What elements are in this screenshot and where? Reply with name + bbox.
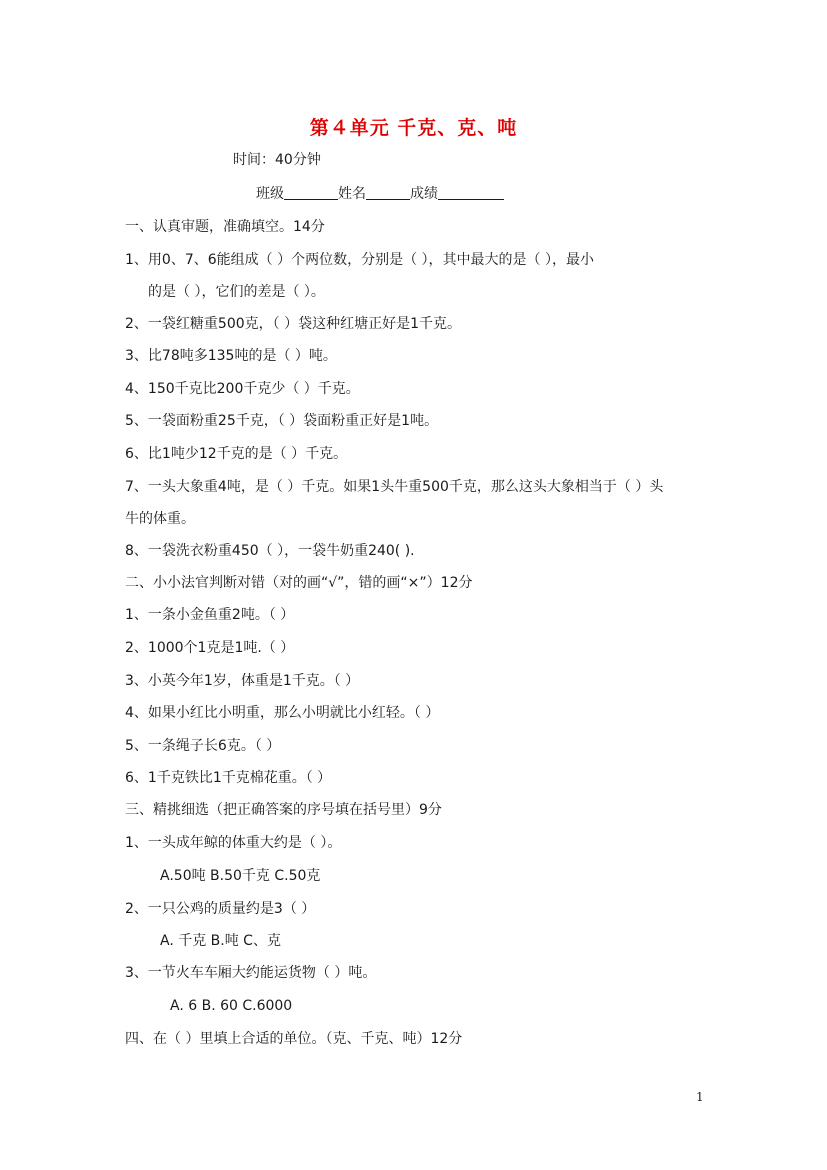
question-1-4: 4、150千克比200千克少（ ）千克。 [125, 381, 360, 397]
question-1-3: 3、比78吨多135吨的是（ ）吨。 [125, 348, 337, 364]
question-1-1: 1、用0、7、6能组成（ ）个两位数，分别是（ ），其中最大的是（ ），最小 [125, 252, 594, 268]
question-3-3: 3、一节火车车厢大约能运货物（ ）吨。 [125, 965, 377, 981]
question-1-6: 6、比1吨少12千克的是（ ）千克。 [125, 446, 348, 462]
section-1-heading: 一、认真审题，准确填空。14分 [125, 219, 325, 235]
question-3-1: 1、一头成年鲸的体重大约是（ ）。 [125, 835, 342, 851]
name-label: 姓名 [338, 186, 366, 202]
name-blank[interactable] [366, 185, 410, 200]
section-4-heading: 四、在（ ）里填上合适的单位。（克、千克、吨）12分 [125, 1031, 463, 1047]
page-number: 1 [696, 1090, 704, 1104]
class-blank[interactable] [284, 185, 338, 200]
question-2-6: 6、1千克铁比1千克棉花重。（ ） [125, 770, 332, 786]
score-blank[interactable] [438, 185, 504, 200]
question-1-2: 2、一袋红糖重500克，（ ）袋这种红塘正好是1千克。 [125, 316, 461, 332]
question-1-7: 7、一头大象重4吨，是（ ）千克。如果1头牛重500千克，那么这头大象相当于（ ）头 [125, 479, 664, 495]
question-2-5: 5、一条绳子长6克。（ ） [125, 738, 281, 754]
question-2-4: 4、如果小红比小明重，那么小明就比小红轻。（ ） [125, 705, 440, 721]
question-1-8: 8、一袋洗衣粉重450（ ），一袋牛奶重240( ). [125, 543, 415, 559]
question-3-2: 2、一只公鸡的质量约是3（ ） [125, 901, 316, 917]
question-2-1: 1、一条小金鱼重2吨。（ ） [125, 607, 295, 623]
question-1-5: 5、一袋面粉重25千克，（ ）袋面粉重正好是1吨。 [125, 413, 439, 429]
score-label: 成绩 [410, 186, 438, 202]
question-3-3-options: A. 6 B. 60 C.6000 [170, 998, 293, 1014]
time-limit: 时间：40分钟 [233, 152, 321, 168]
section-3-heading: 三、精挑细选（把正确答案的序号填在括号里）9分 [125, 802, 442, 818]
question-2-2: 2、1000个1克是1吨.（ ） [125, 640, 295, 656]
section-2-heading: 二、小小法官判断对错（对的画“√”，错的画“×”）12分 [125, 575, 473, 591]
worksheet-title: 第４单元 千克、克、吨 [309, 117, 518, 139]
class-label: 班级 [256, 186, 284, 202]
question-2-3: 3、小英今年1岁，体重是1千克。（ ） [125, 673, 360, 689]
question-3-2-options: A. 千克 B.吨 C、克 [160, 933, 281, 949]
question-3-1-options: A.50吨 B.50千克 C.50克 [160, 868, 321, 884]
question-1-1-cont: 的是（ ），它们的差是（ ）。 [148, 284, 325, 300]
student-info [256, 184, 504, 204]
question-1-7-cont: 牛的体重。 [125, 511, 195, 527]
